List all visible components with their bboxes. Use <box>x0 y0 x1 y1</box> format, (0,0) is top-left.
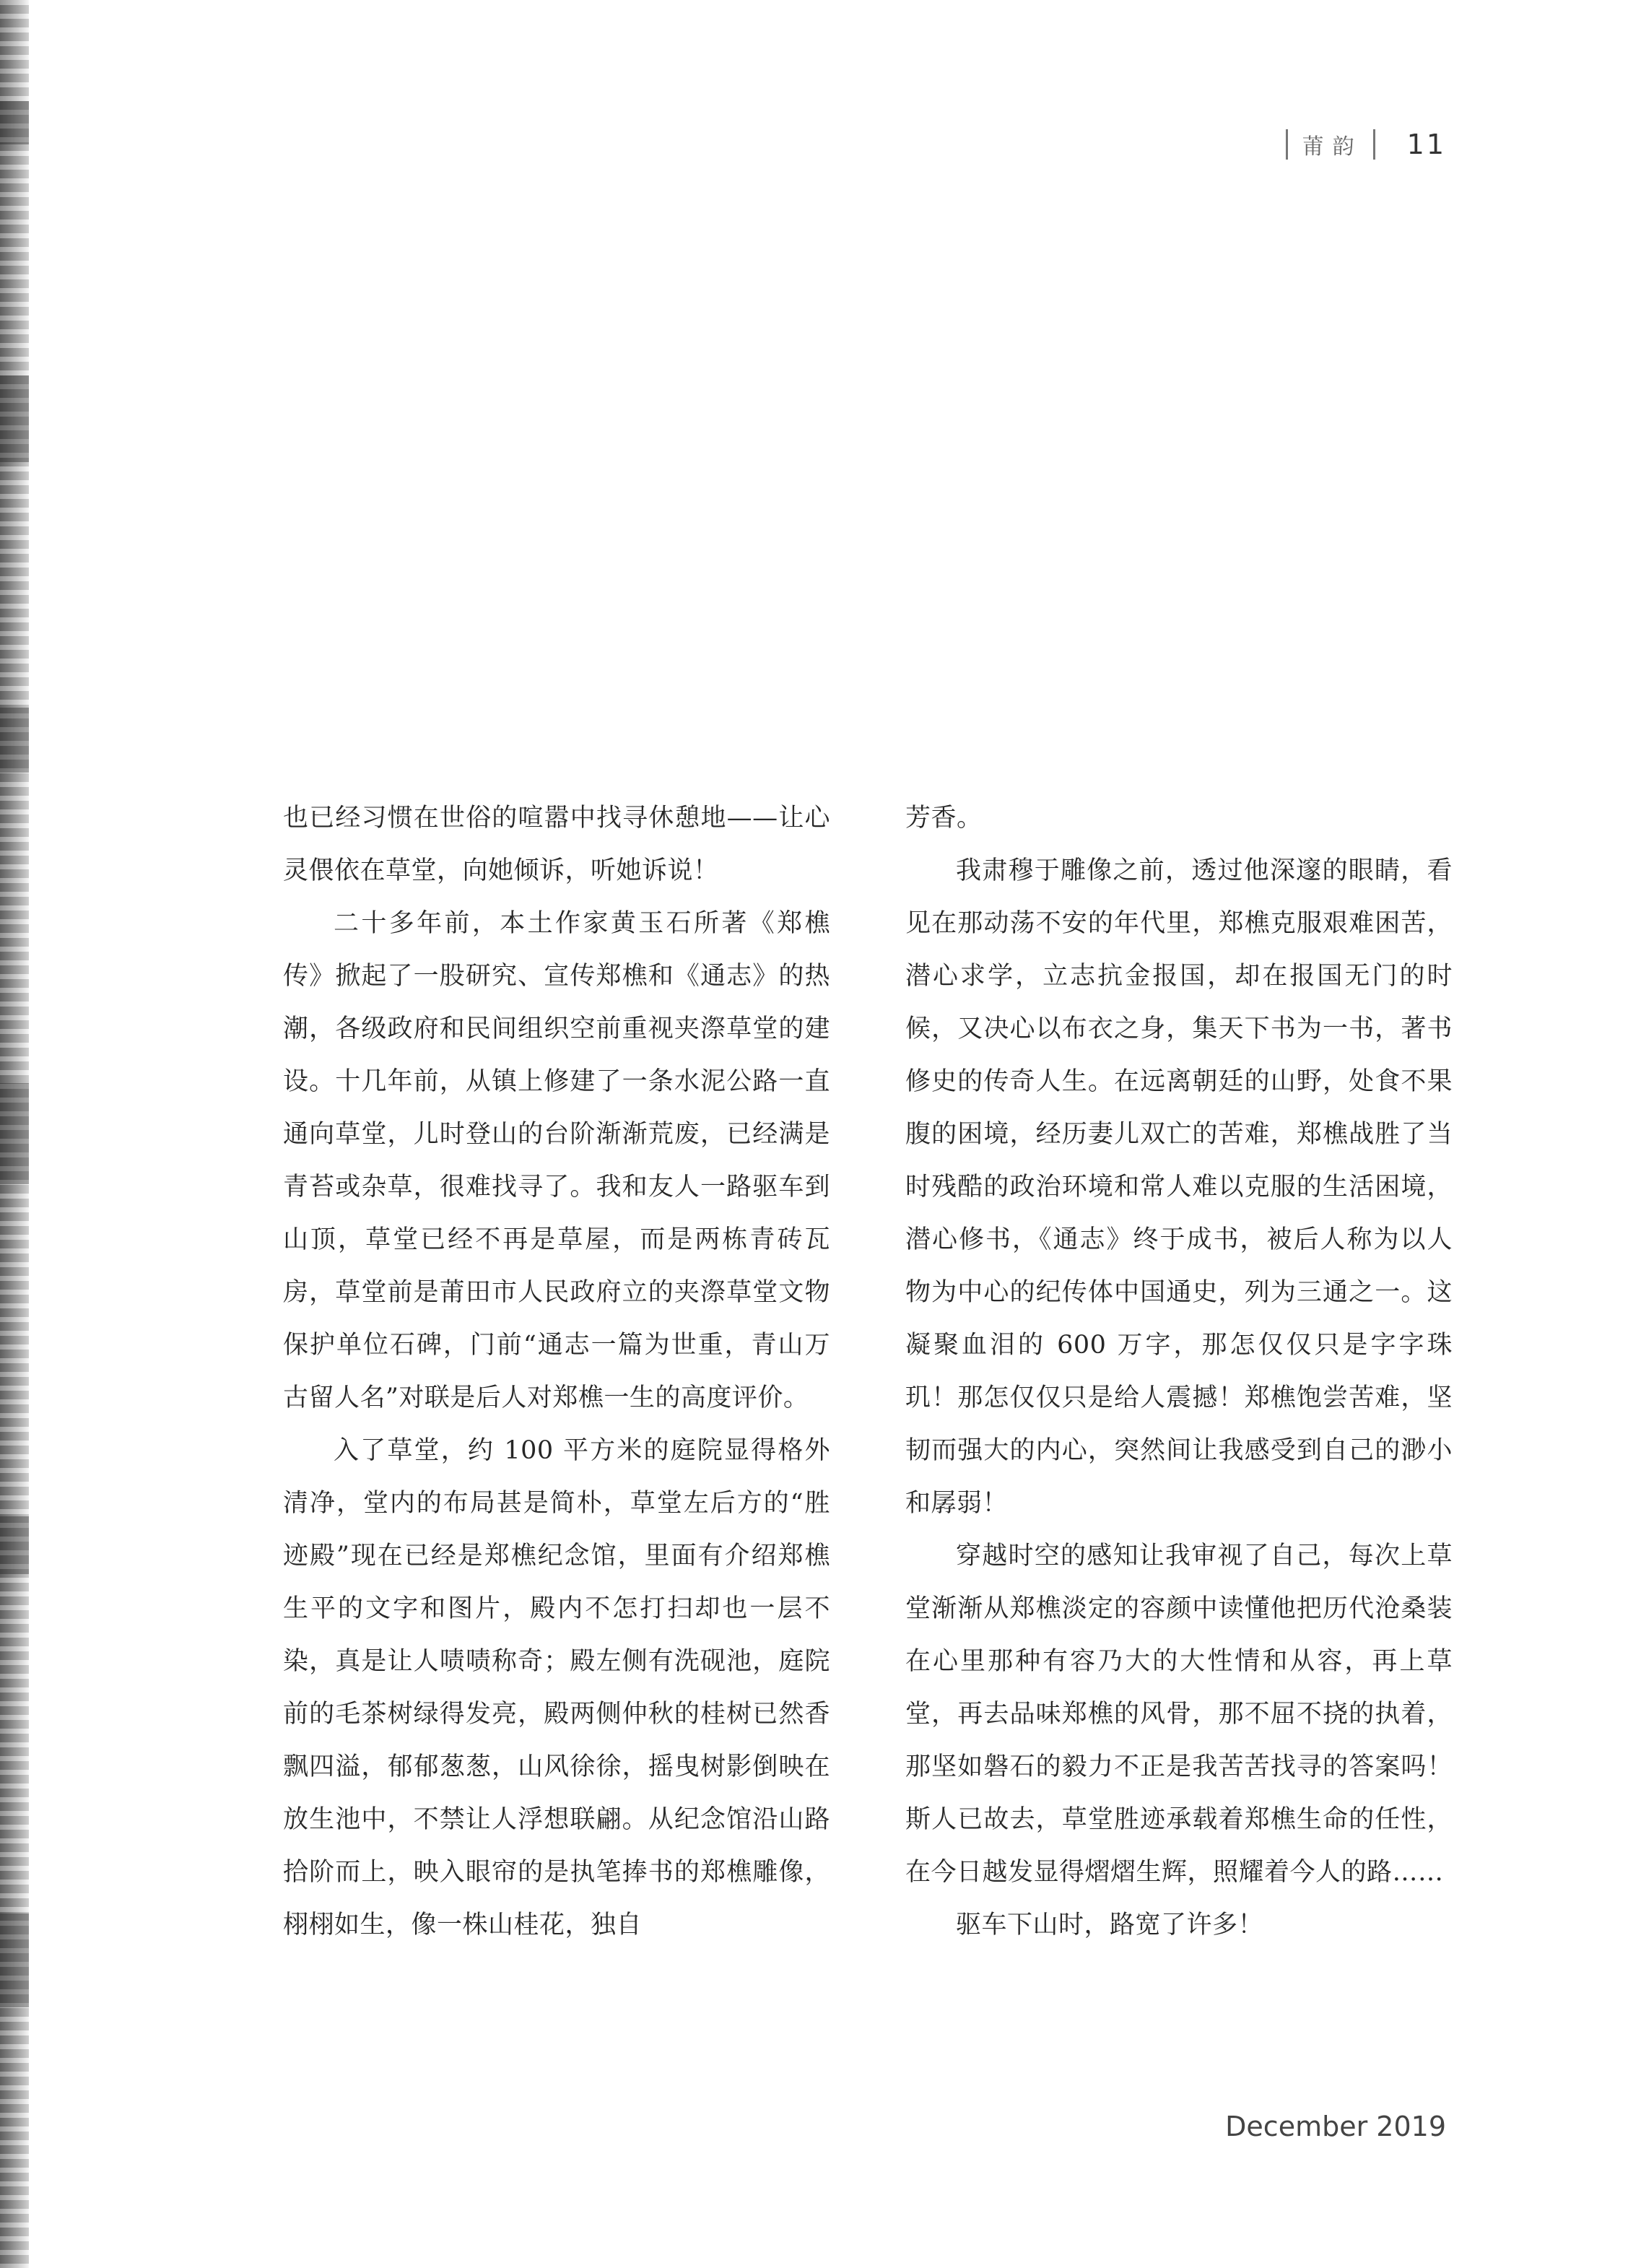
paragraph: 入了草堂，约 100 平方米的庭院显得格外清净，堂内的布局甚是简朴，草堂左后方的“胜迹殿”现在已经是郑樵纪念馆，里面有介绍郑樵生平的文字和图片，殿内不怎打扫却也一层不染，真是让人啧啧称奇；殿左侧有洗砚池，庭院前的毛茶树绿得发亮，殿两侧仲秋的桂树已然香飘四溢，郁郁葱葱，山风徐徐，摇曳树影倒映在放生池中，不禁让人浮想联翩。从纪念馆沿山路拾阶而上，映入眼帘的是执笔捧书的郑樵雕像，栩栩如生，像一株山桂花，独自 <box>283 1436 830 1939</box>
paragraph: 驱车下山时，路宽了许多！ <box>956 1911 1264 1939</box>
header-divider-left <box>1286 129 1288 160</box>
paragraph: 穿越时空的感知让我审视了自己，每次上草堂渐渐从郑樵淡定的容颜中读懂他把历代沧桑装在心里那种有容乃大的大性情和从容，再上草堂，再去品味郑樵的风骨，那不屈不挠的执着，那坚如磐石的毅力不正是我苦苦找寻的答案吗！斯人已故去，草堂胜迹承载着郑樵生命的任性，在今日越发显得熠熠生辉，照耀着今人的路…… <box>905 1542 1453 1887</box>
edge-photo-strip <box>0 0 29 2268</box>
paragraph: 二十多年前，本土作家黄玉石所著《郑樵传》掀起了一股研究、宣传郑樵和《通志》的热潮，各级政府和民间组织空前重视夹漈草堂的建设。十几年前，从镇上修建了一条水泥公路一直通向草堂，儿时登山的台阶渐渐荒废，已经满是青苔或杂草，很难找寻了。我和友人一路驱车到山顶，草堂已经不再是草屋，而是两栋青砖瓦房，草堂前是莆田市人民政府立的夹漈草堂文物保护单位石碑，门前“通志一篇为世重，青山万古留人名”对联是后人对郑樵一生的高度评价。 <box>283 909 830 1412</box>
issue-date: December 2019 <box>1225 2111 1446 2142</box>
article-column-left <box>283 792 830 1952</box>
paragraph: 我肃穆于雕像之前，透过他深邃的眼睛，看见在那动荡不安的年代里，郑樵克服艰难困苦，潜心求学，立志抗金报国，却在报国无门的时候，又决心以布衣之身，集天下书为一书，著书修史的传奇人生。在远离朝廷的山野，处食不果腹的困境，经历妻儿双亡的苦难，郑樵战胜了当时残酷的政治环境和常人难以克服的生活困境，潜心修书，《通志》终于成书，被后人称为以人物为中心的纪传体中国通史，列为三通之一。这凝聚血泪的 600 万字，那怎仅仅只是字字珠玑！那怎仅仅只是给人震撼！郑樵饱尝苦难，坚韧而强大的内心，突然间让我感受到自己的渺小和孱弱！ <box>905 856 1453 1518</box>
magazine-name: 莆韵 <box>1302 134 1363 160</box>
paragraph: 芳香。 <box>905 804 983 833</box>
paragraph: 也已经习惯在世俗的喧嚣中找寻休憩地——让心灵偎依在草堂，向她倾诉，听她诉说！ <box>283 804 830 885</box>
article-column-right <box>905 792 1453 1952</box>
header-divider-right <box>1373 129 1375 160</box>
page-header <box>1286 123 1446 166</box>
page-number: 11 <box>1406 129 1446 160</box>
